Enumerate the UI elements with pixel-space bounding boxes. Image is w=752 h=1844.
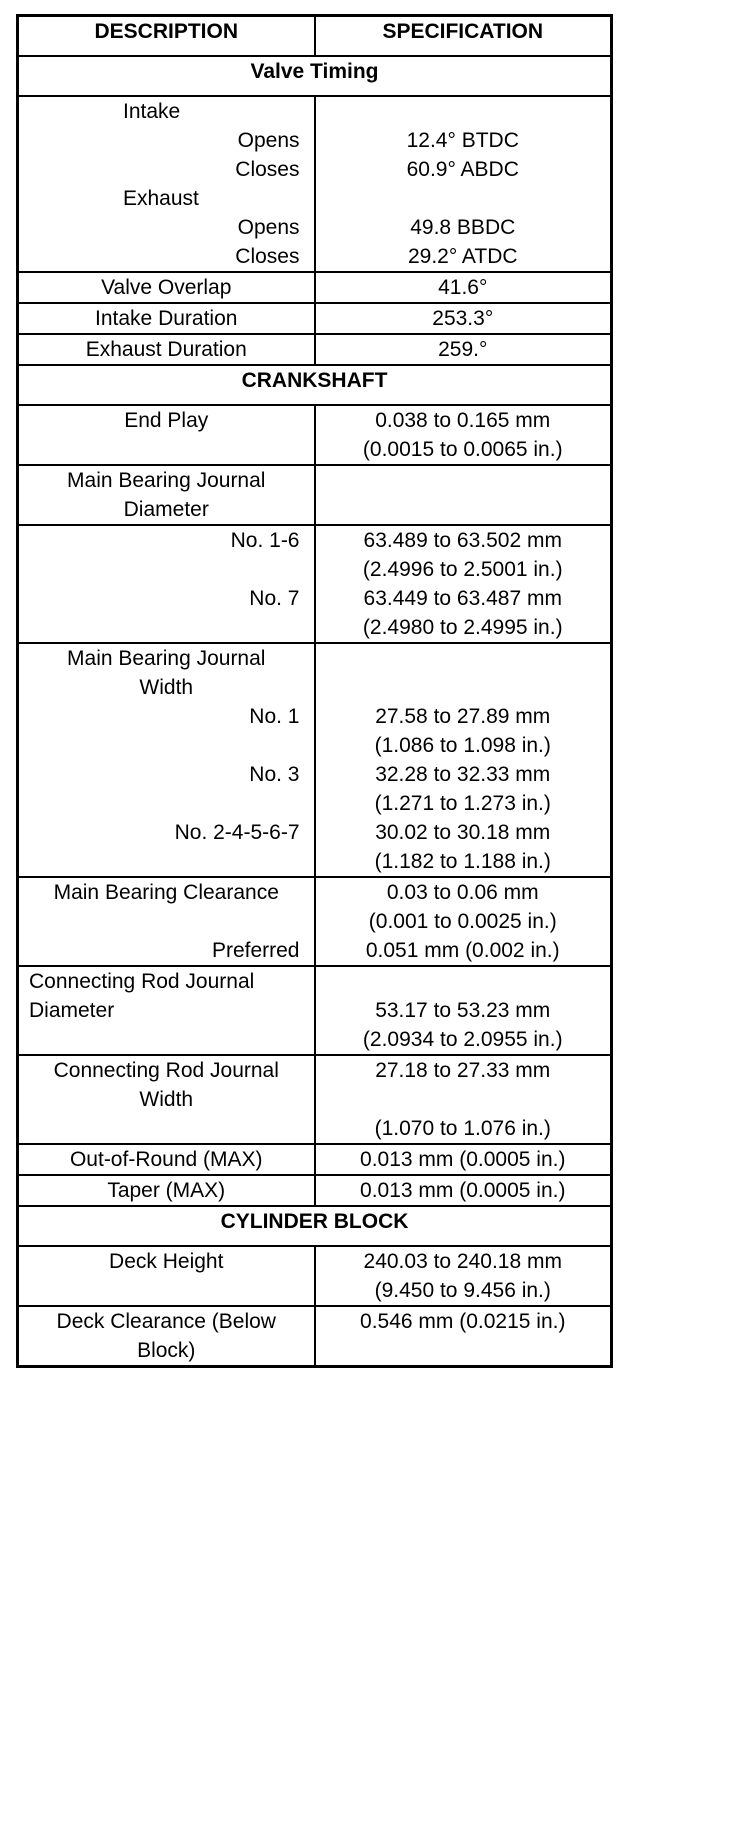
out-of-round-value: 0.013 mm (0.0005 in.) bbox=[360, 1148, 566, 1171]
section-row-valve-timing bbox=[18, 56, 612, 96]
width-no-3-mm: 32.28 to 32.33 mm bbox=[375, 763, 551, 786]
deck-height-in: (9.450 to 9.456 in.) bbox=[374, 1279, 551, 1302]
intake-label: Intake bbox=[123, 100, 181, 123]
main-journal-width-label-1: Main Bearing Journal bbox=[67, 647, 266, 670]
rod-journal-diameter-label-1: Connecting Rod Journal bbox=[29, 970, 255, 993]
section-title-cylinder-block: CYLINDER BLOCK bbox=[18, 1206, 612, 1246]
width-no-1-in: (1.086 to 1.098 in.) bbox=[374, 734, 551, 757]
preferred-label: Preferred bbox=[211, 939, 300, 962]
specification-header: SPECIFICATION bbox=[315, 16, 612, 57]
table-row-deck-clearance bbox=[18, 1306, 612, 1367]
taper-label: Taper (MAX) bbox=[107, 1179, 226, 1202]
deck-height-label: Deck Height bbox=[109, 1250, 224, 1273]
main-clearance-mm: 0.03 to 0.06 mm bbox=[386, 881, 539, 904]
width-no-1-mm: 27.58 to 27.89 mm bbox=[375, 705, 551, 728]
table-row-valve-events bbox=[18, 96, 612, 272]
deck-clearance-value: 0.546 mm (0.0215 in.) bbox=[360, 1310, 566, 1333]
section-row-crankshaft bbox=[18, 365, 612, 405]
table-row-main-journal-width bbox=[18, 643, 612, 877]
valve-events-specification bbox=[315, 96, 612, 272]
exhaust-closes-value: 29.2° ATDC bbox=[407, 245, 518, 268]
main-clearance-in: (0.001 to 0.0025 in.) bbox=[368, 910, 557, 933]
intake-duration-value: 253.3° bbox=[432, 307, 494, 330]
no-7-mm: 63.449 to 63.487 mm bbox=[363, 587, 562, 610]
table-row-main-journal-diameter-heading bbox=[18, 465, 612, 525]
exhaust-opens-value: 49.8 BBDC bbox=[410, 216, 516, 239]
width-no-3-label: No. 3 bbox=[249, 763, 300, 786]
specification-table bbox=[16, 14, 613, 1368]
main-clearance-label: Main Bearing Clearance bbox=[53, 881, 279, 904]
main-journal-diameter-label-1: Main Bearing Journal bbox=[67, 469, 266, 492]
no-1-6-mm: 63.489 to 63.502 mm bbox=[363, 529, 562, 552]
rod-journal-width-label-1: Connecting Rod Journal bbox=[53, 1059, 279, 1082]
table-row-intake-duration bbox=[18, 303, 612, 334]
exhaust-opens-label: Opens bbox=[237, 216, 300, 239]
main-journal-width-label-2: Width bbox=[139, 676, 194, 699]
width-no-1-label: No. 1 bbox=[249, 705, 300, 728]
no-7-label: No. 7 bbox=[249, 587, 300, 610]
rod-journal-width-in: (1.070 to 1.076 in.) bbox=[374, 1117, 551, 1140]
end-play-in: (0.0015 to 0.0065 in.) bbox=[362, 438, 563, 461]
rod-journal-width-label-2: Width bbox=[139, 1088, 194, 1111]
exhaust-closes-label: Closes bbox=[235, 245, 300, 268]
table-row-rod-journal-diameter bbox=[18, 966, 612, 1055]
intake-duration-label: Intake Duration bbox=[95, 307, 238, 330]
end-play-label: End Play bbox=[124, 409, 209, 432]
main-journal-diameter-label-2: Diameter bbox=[123, 498, 209, 521]
taper-value: 0.013 mm (0.0005 in.) bbox=[360, 1179, 566, 1202]
exhaust-label: Exhaust bbox=[123, 187, 199, 210]
exhaust-duration-value: 259.° bbox=[438, 338, 488, 361]
section-title-crankshaft: CRANKSHAFT bbox=[18, 365, 612, 405]
no-1-6-in: (2.4996 to 2.5001 in.) bbox=[362, 558, 563, 581]
section-title-valve-timing: Valve Timing bbox=[18, 56, 612, 96]
end-play-mm: 0.038 to 0.165 mm bbox=[375, 409, 551, 432]
preferred-value: 0.051 mm (0.002 in.) bbox=[365, 939, 560, 962]
section-row-cylinder-block bbox=[18, 1206, 612, 1246]
table-row-rod-journal-width bbox=[18, 1055, 612, 1144]
table-row-out-of-round bbox=[18, 1144, 612, 1175]
table-row-deck-height bbox=[18, 1246, 612, 1306]
intake-opens-value: 12.4° BTDC bbox=[406, 129, 519, 152]
intake-opens-label: Opens bbox=[237, 129, 300, 152]
out-of-round-label: Out-of-Round (MAX) bbox=[69, 1148, 263, 1171]
spec-sheet bbox=[16, 14, 610, 1368]
valve-overlap-label: Valve Overlap bbox=[101, 276, 232, 299]
description-header: DESCRIPTION bbox=[18, 16, 315, 57]
rod-journal-diameter-mm: 53.17 to 53.23 mm bbox=[375, 999, 551, 1022]
header-row bbox=[18, 16, 612, 57]
valve-overlap-value: 41.6° bbox=[438, 276, 488, 299]
table-row-end-play bbox=[18, 405, 612, 465]
table-row-main-bearing-clearance bbox=[18, 877, 612, 966]
exhaust-duration-label: Exhaust Duration bbox=[85, 338, 247, 361]
table-row-main-journal-diameter-values bbox=[18, 525, 612, 643]
width-no-24567-in: (1.182 to 1.188 in.) bbox=[374, 850, 551, 873]
rod-journal-diameter-in: (2.0934 to 2.0955 in.) bbox=[362, 1028, 563, 1051]
rod-journal-width-mm: 27.18 to 27.33 mm bbox=[375, 1059, 551, 1082]
width-no-3-in: (1.271 to 1.273 in.) bbox=[374, 792, 551, 815]
deck-clearance-label-2: Block) bbox=[137, 1339, 196, 1362]
table-row-taper bbox=[18, 1175, 612, 1206]
intake-closes-value: 60.9° ABDC bbox=[406, 158, 519, 181]
table-row-valve-overlap bbox=[18, 272, 612, 303]
intake-closes-label: Closes bbox=[235, 158, 300, 181]
deck-clearance-label-1: Deck Clearance (Below bbox=[56, 1310, 276, 1333]
width-no-24567-mm: 30.02 to 30.18 mm bbox=[375, 821, 551, 844]
no-1-6-label: No. 1-6 bbox=[230, 529, 300, 552]
width-no-24567-label: No. 2-4-5-6-7 bbox=[174, 821, 300, 844]
no-7-in: (2.4980 to 2.4995 in.) bbox=[362, 616, 563, 639]
rod-journal-diameter-label-2: Diameter bbox=[29, 999, 115, 1022]
deck-height-mm: 240.03 to 240.18 mm bbox=[363, 1250, 562, 1273]
valve-events-description bbox=[18, 96, 315, 272]
table-row-exhaust-duration bbox=[18, 334, 612, 365]
